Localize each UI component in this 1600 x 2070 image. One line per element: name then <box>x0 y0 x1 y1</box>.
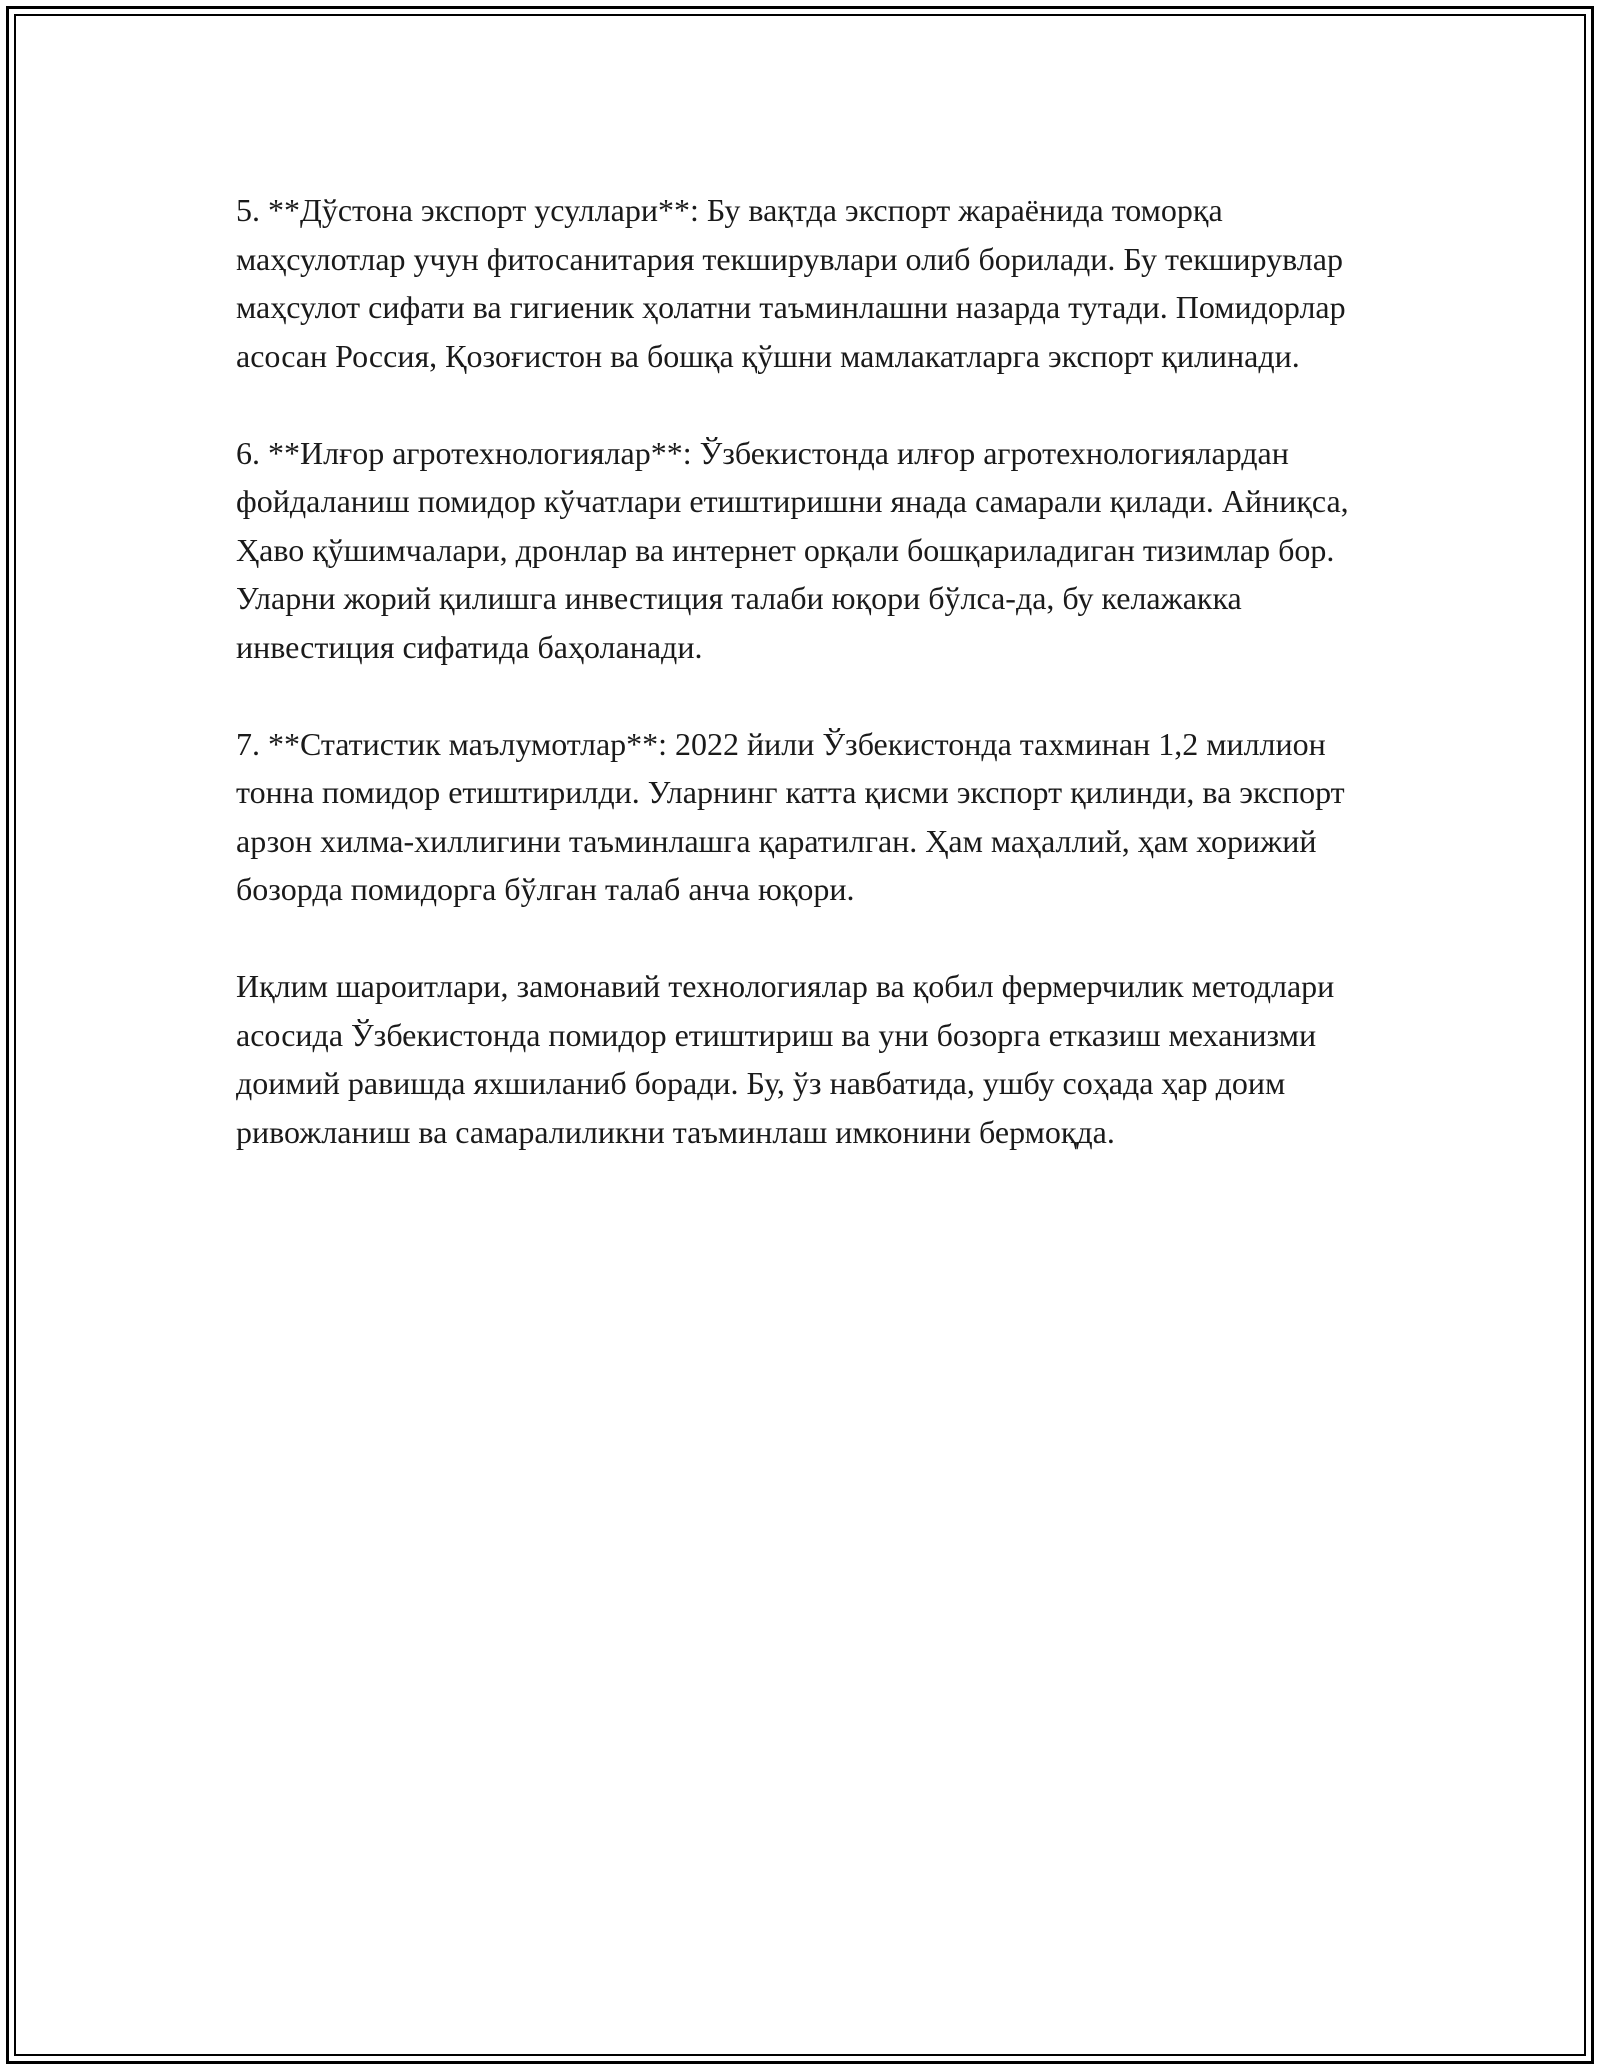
paragraph-statistics: 7. **Статистик маълумотлар**: 2022 йили Ўзбекистонда тахминан 1,2 миллион тонна помидор етиштирилди. Уларнинг катта қисми экспорт қилинди, ва экспорт арзон хилма-хиллигини таъминлашга қаратилган. Ҳам маҳаллий, ҳам хорижий бозорда помидорга бўлган талаб анча юқори. <box>236 725 1345 907</box>
paragraph-conclusion: Иқлим шароитлари, замонавий технологиялар ва қобил фермерчилик методлари асосида Ўзбекистонда помидор етиштириш ва уни бозорга етказиш механизми доимий равишда яхшиланиб боради. Бу, ўз навбатида, ушбу соҳада ҳар доим ривожланиш ва самаралиликни таъминлаш имконини бермоқда. <box>236 968 1335 1150</box>
paragraph-agrotechnologies: 6. **Илғор агротехнологиялар**: Ўзбекистонда илғор агротехнологиялардан фойдаланиш помидор кўчатлари етиштиришни янада самарали қилади. Айниқса, Ҳаво қўшимчалари, дронлар ва интернет орқали бошқариладиган тизимлар бор. Уларни жорий қилишга инвестиция талаби юқори бўлса-да, бу келажакка инвестиция сифатида баҳоланади. <box>236 434 1349 665</box>
document-body <box>236 186 1366 1205</box>
paragraph-export-methods: 5. **Дўстона экспорт усуллари**: Бу вақтда экспорт жараёнида томорқа маҳсулотлар учун фитосанитария текширувлари олиб борилади. Бу текширувлар маҳсулот сифати ва гигиеник ҳолатни таъминлашни назарда тутади. Помидорлар асосан Россия, Қозоғистон ва бошқа қўшни мамлакатларга экспорт қилинади. <box>236 192 1346 374</box>
